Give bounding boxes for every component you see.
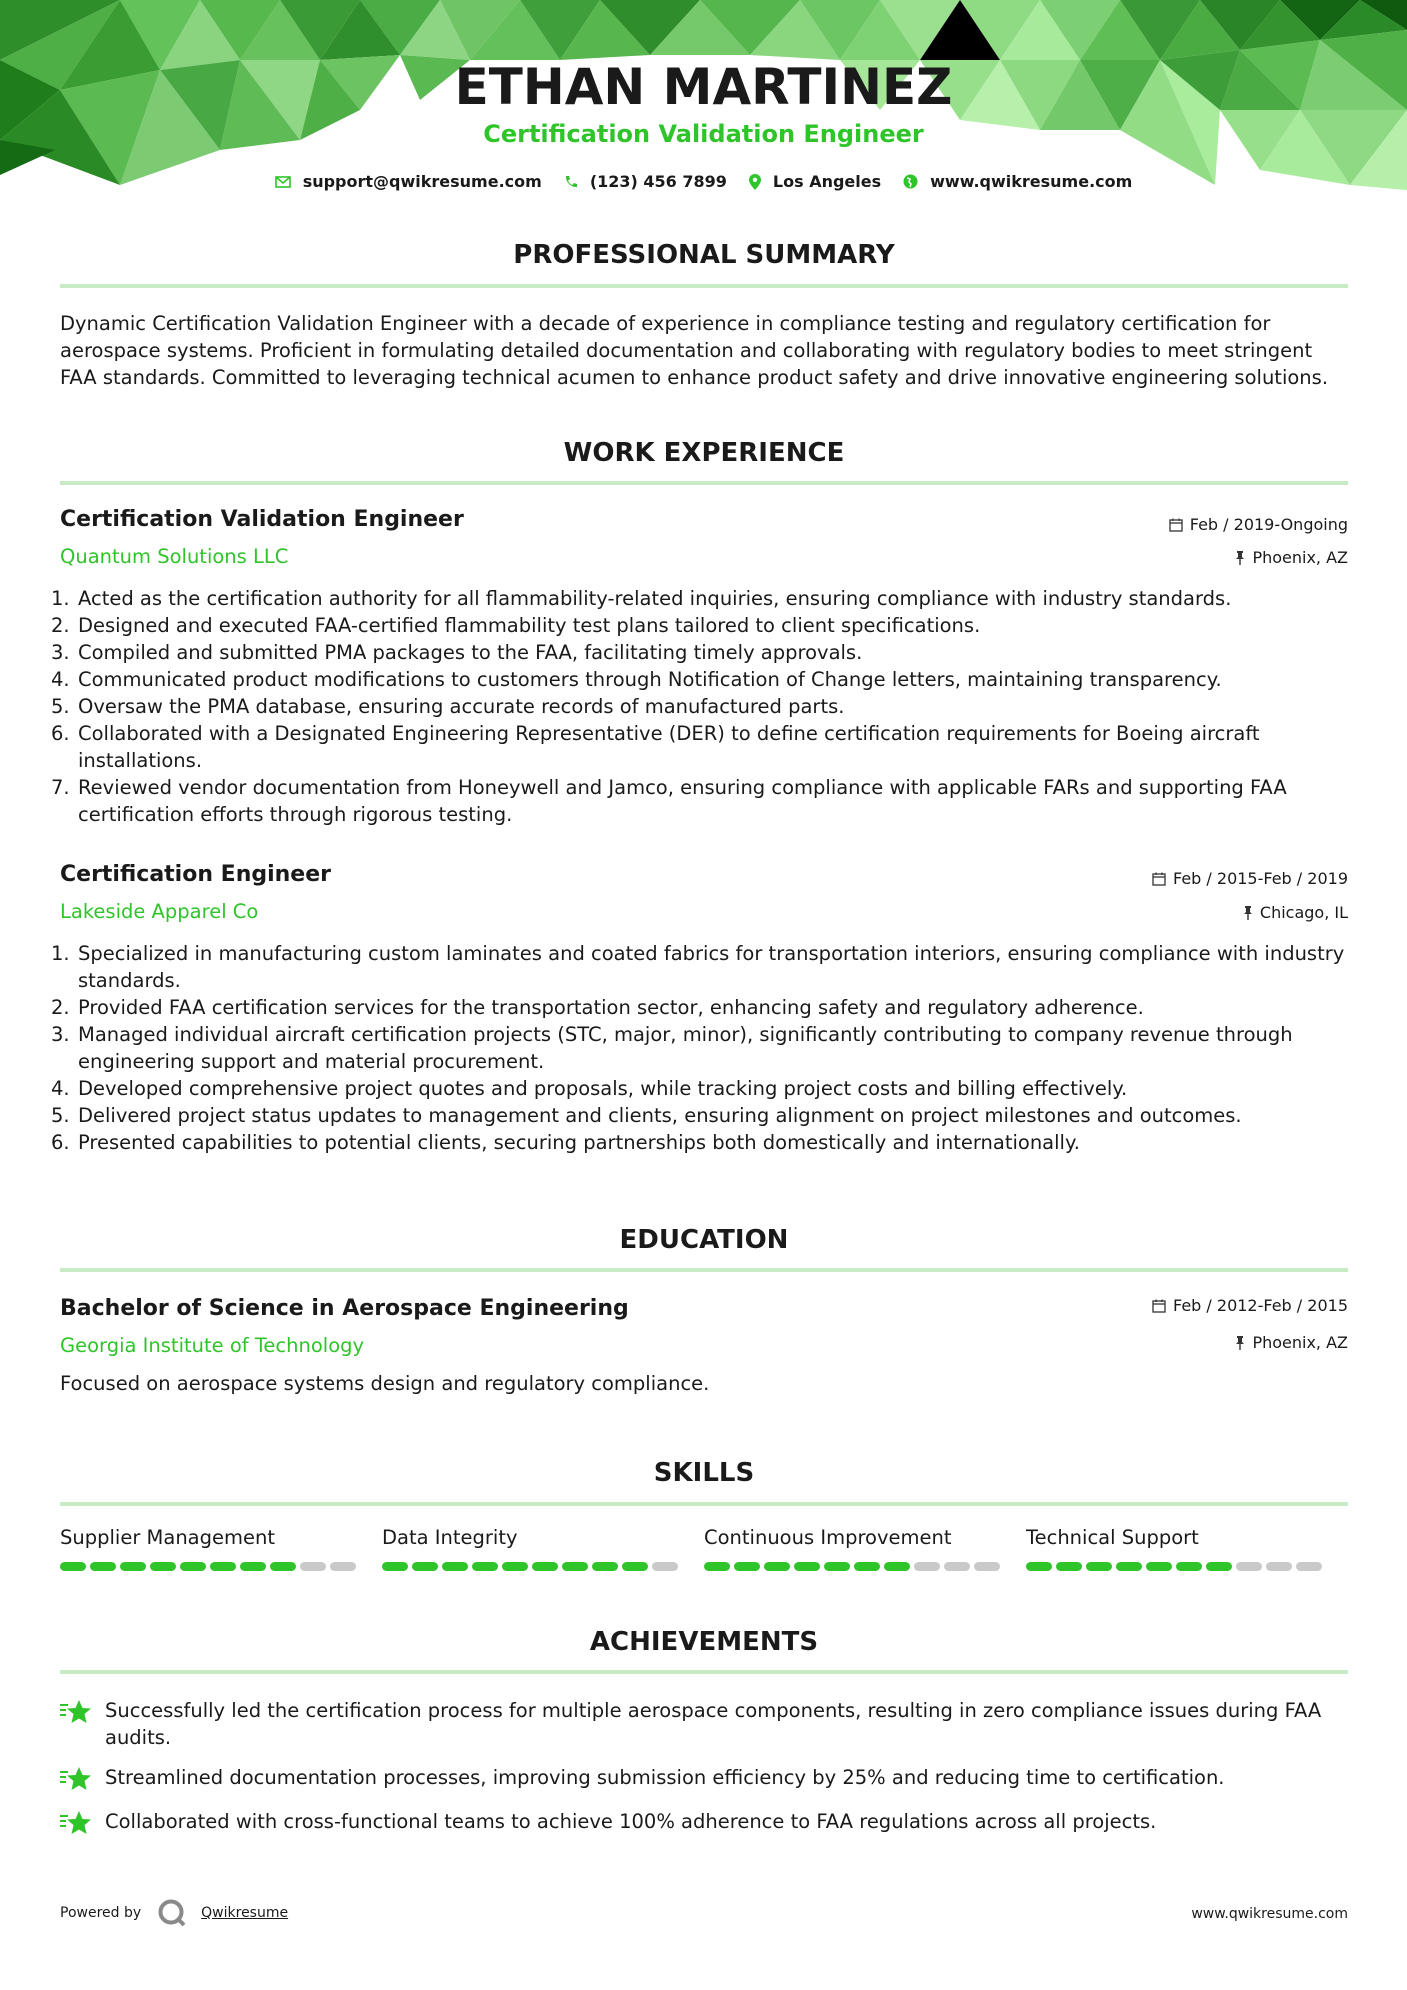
calendar-icon: [1152, 1299, 1166, 1313]
achievement-item: [60, 1764, 1348, 1799]
education-heading: EDUCATION: [619, 1225, 789, 1255]
skill-segment-filled: [240, 1562, 266, 1571]
job-bullets: [51, 940, 1351, 1156]
skill-level-bar: [60, 1562, 382, 1571]
map-pin-icon: [749, 174, 761, 190]
job-location: [1235, 548, 1348, 567]
skill-segment-filled: [1176, 1562, 1202, 1571]
experience-heading: WORK EXPERIENCE: [563, 438, 845, 468]
skill-segment-filled: [210, 1562, 236, 1571]
skill-segment-filled: [622, 1562, 648, 1571]
skill-segment-empty: [1296, 1562, 1322, 1571]
skill-segment-filled: [854, 1562, 880, 1571]
candidate-name: ETHAN MARTINEZ: [454, 58, 953, 116]
job-dates-text: Feb / 2015-Feb / 2019: [1173, 869, 1348, 888]
skill-segment-filled: [794, 1562, 820, 1571]
job-title: Certification Engineer: [60, 862, 331, 887]
star-icon: [60, 1764, 105, 1799]
section-divider: [60, 481, 1348, 485]
achievement-item: [60, 1697, 1348, 1751]
summary-heading: PROFESSIONAL SUMMARY: [513, 240, 895, 270]
pushpin-icon: [1235, 1336, 1245, 1350]
skill-segment-empty: [974, 1562, 1000, 1571]
skill-item: [60, 1526, 382, 1571]
skill-segment-filled: [442, 1562, 468, 1571]
skill-segment-filled: [1056, 1562, 1082, 1571]
star-icon: [60, 1697, 105, 1751]
summary-text: Dynamic Certification Validation Engineer with a decade of experience in compliance testing and regulatory certification for aerospace systems. Proficient in formulating detailed documentation and collaborating with regulatory bodies to meet stringent FAA standards. Committed to leveraging technical acumen to enhance product safety and drive innovative engineering solutions.: [60, 312, 1329, 389]
globe-icon: [903, 174, 918, 189]
skill-segment-filled: [1086, 1562, 1112, 1571]
contact-phone[interactable]: [564, 172, 727, 191]
skill-item: [704, 1526, 1026, 1571]
skill-segment-filled: [120, 1562, 146, 1571]
job-dates-text: Feb / 2019-Ongoing: [1189, 515, 1348, 534]
skill-segment-filled: [562, 1562, 588, 1571]
list-item: 4. Communicated product modifications to customers through Notification of Change letters, maintaining transparency.: [51, 668, 1222, 691]
contact-location: [749, 172, 881, 191]
website-text: www.qwikresume.com: [930, 172, 1133, 191]
skills-heading: SKILLS: [653, 1458, 755, 1488]
list-item: 6. Presented capabilities to potential clients, securing partnerships both domestically and internationally.: [51, 1131, 1080, 1154]
star-icon: [60, 1808, 105, 1843]
skill-level-bar: [704, 1562, 1026, 1571]
skill-segment-filled: [592, 1562, 618, 1571]
achievement-item: [60, 1808, 1348, 1843]
list-item: 2. Provided FAA certification services for the transportation sector, enhancing safety and regulatory adherence.: [51, 996, 1144, 1019]
list-item: 3. Managed individual aircraft certification projects (STC, major, minor), significantly contributing to company revenue through engineering support and material procurement.: [51, 1023, 1293, 1073]
skill-segment-empty: [1266, 1562, 1292, 1571]
contact-bar: [0, 172, 1407, 191]
education-dates: [1152, 1296, 1348, 1315]
contact-email[interactable]: [275, 172, 542, 191]
phone-text: (123) 456 7899: [589, 172, 727, 191]
pushpin-icon: [1235, 551, 1245, 565]
skill-name: Supplier Management: [60, 1526, 275, 1549]
calendar-icon: [1169, 518, 1183, 532]
job-dates: [1169, 515, 1348, 534]
powered-by-label: Powered by: [60, 1905, 142, 1921]
pushpin-icon: [1243, 906, 1253, 920]
skill-segment-filled: [412, 1562, 438, 1571]
job-dates: [1152, 869, 1348, 888]
section-divider: [60, 1502, 1348, 1506]
list-item: 4. Developed comprehensive project quotes and proposals, while tracking project costs and billing effectively.: [51, 1077, 1128, 1100]
skill-segment-filled: [270, 1562, 296, 1571]
list-item: 1. Acted as the certification authority for all flammability-related inquiries, ensuring compliance with industry standards.: [51, 587, 1232, 610]
skill-segment-filled: [704, 1562, 730, 1571]
skill-segment-empty: [1236, 1562, 1262, 1571]
skill-segment-empty: [300, 1562, 326, 1571]
candidate-title: Certification Validation Engineer: [483, 120, 924, 148]
phone-icon: [564, 175, 578, 189]
achievement-text: Successfully led the certification process for multiple aerospace components, resulting in zero compliance issues during FAA audits.: [105, 1699, 1322, 1749]
achievement-text: Streamlined documentation processes, improving submission efficiency by 25% and reducing time to certification.: [105, 1766, 1225, 1789]
section-divider: [60, 284, 1348, 288]
skill-level-bar: [1026, 1562, 1348, 1571]
list-item: 6. Collaborated with a Designated Engineering Representative (DER) to define certification requirements for Boeing aircraft installations.: [51, 722, 1260, 772]
job-location-text: Chicago, IL: [1259, 903, 1348, 922]
skill-segment-empty: [914, 1562, 940, 1571]
skill-segment-filled: [1026, 1562, 1052, 1571]
skill-item: [1026, 1526, 1348, 1571]
skill-segment-filled: [90, 1562, 116, 1571]
skill-segment-filled: [1116, 1562, 1142, 1571]
job-location: [1243, 903, 1348, 922]
achievements-heading: ACHIEVEMENTS: [589, 1627, 819, 1657]
skill-segment-empty: [944, 1562, 970, 1571]
skill-segment-filled: [1206, 1562, 1232, 1571]
company-name: Quantum Solutions LLC: [60, 545, 289, 568]
skill-segment-filled: [150, 1562, 176, 1571]
skill-segment-filled: [1146, 1562, 1172, 1571]
calendar-icon: [1152, 872, 1166, 886]
skill-segment-filled: [502, 1562, 528, 1571]
qwikresume-logo-icon: [157, 1898, 187, 1928]
degree-title: Bachelor of Science in Aerospace Engineering: [60, 1296, 629, 1321]
location-text: Los Angeles: [772, 172, 882, 191]
job-location-text: Phoenix, AZ: [1252, 548, 1348, 567]
section-divider: [60, 1670, 1348, 1674]
skills-grid: [60, 1526, 1348, 1571]
list-item: 1. Specialized in manufacturing custom laminates and coated fabrics for transportation interiors, ensuring compliance with industry standards.: [51, 942, 1345, 992]
education-location: [1235, 1333, 1348, 1352]
list-item: 2. Designed and executed FAA-certified flammability test plans tailored to client specifications.: [51, 614, 981, 637]
skill-name: Continuous Improvement: [704, 1526, 952, 1549]
qwikresume-link[interactable]: Qwikresume: [201, 1905, 289, 1921]
skill-level-bar: [382, 1562, 704, 1571]
skill-segment-filled: [734, 1562, 760, 1571]
skill-name: Technical Support: [1026, 1526, 1199, 1549]
contact-website[interactable]: [903, 172, 1132, 191]
school-name: Georgia Institute of Technology: [60, 1334, 365, 1357]
skill-segment-filled: [60, 1562, 86, 1571]
email-text: support@qwikresume.com: [302, 172, 542, 191]
skill-segment-filled: [764, 1562, 790, 1571]
list-item: 7. Reviewed vendor documentation from Honeywell and Jamco, ensuring compliance with applicable FARs and supporting FAA certification efforts through rigorous testing.: [51, 776, 1287, 826]
footer-powered-by: [60, 1898, 288, 1928]
list-item: 5. Delivered project status updates to management and clients, ensuring alignment on project milestones and outcomes.: [51, 1104, 1242, 1127]
skill-name: Data Integrity: [382, 1526, 518, 1549]
envelope-icon: [275, 176, 291, 188]
skill-segment-filled: [884, 1562, 910, 1571]
skill-item: [382, 1526, 704, 1571]
section-divider: [60, 1268, 1348, 1272]
list-item: 5. Oversaw the PMA database, ensuring accurate records of manufactured parts.: [51, 695, 845, 718]
skill-segment-filled: [180, 1562, 206, 1571]
achievement-text: Collaborated with cross-functional teams to achieve 100% adherence to FAA regulations across all projects.: [105, 1810, 1157, 1833]
skill-segment-empty: [330, 1562, 356, 1571]
skill-segment-empty: [652, 1562, 678, 1571]
company-name: Lakeside Apparel Co: [60, 900, 259, 923]
skill-segment-filled: [824, 1562, 850, 1571]
job-bullets: [51, 585, 1351, 828]
job-title: Certification Validation Engineer: [60, 507, 464, 532]
list-item: 3. Compiled and submitted PMA packages to the FAA, facilitating timely approvals.: [51, 641, 863, 664]
skill-segment-filled: [382, 1562, 408, 1571]
education-location-text: Phoenix, AZ: [1252, 1333, 1348, 1352]
skill-segment-filled: [532, 1562, 558, 1571]
education-dates-text: Feb / 2012-Feb / 2015: [1173, 1296, 1348, 1315]
skill-segment-filled: [472, 1562, 498, 1571]
education-description: Focused on aerospace systems design and regulatory compliance.: [60, 1372, 710, 1395]
footer-website[interactable]: www.qwikresume.com: [1191, 1906, 1348, 1922]
